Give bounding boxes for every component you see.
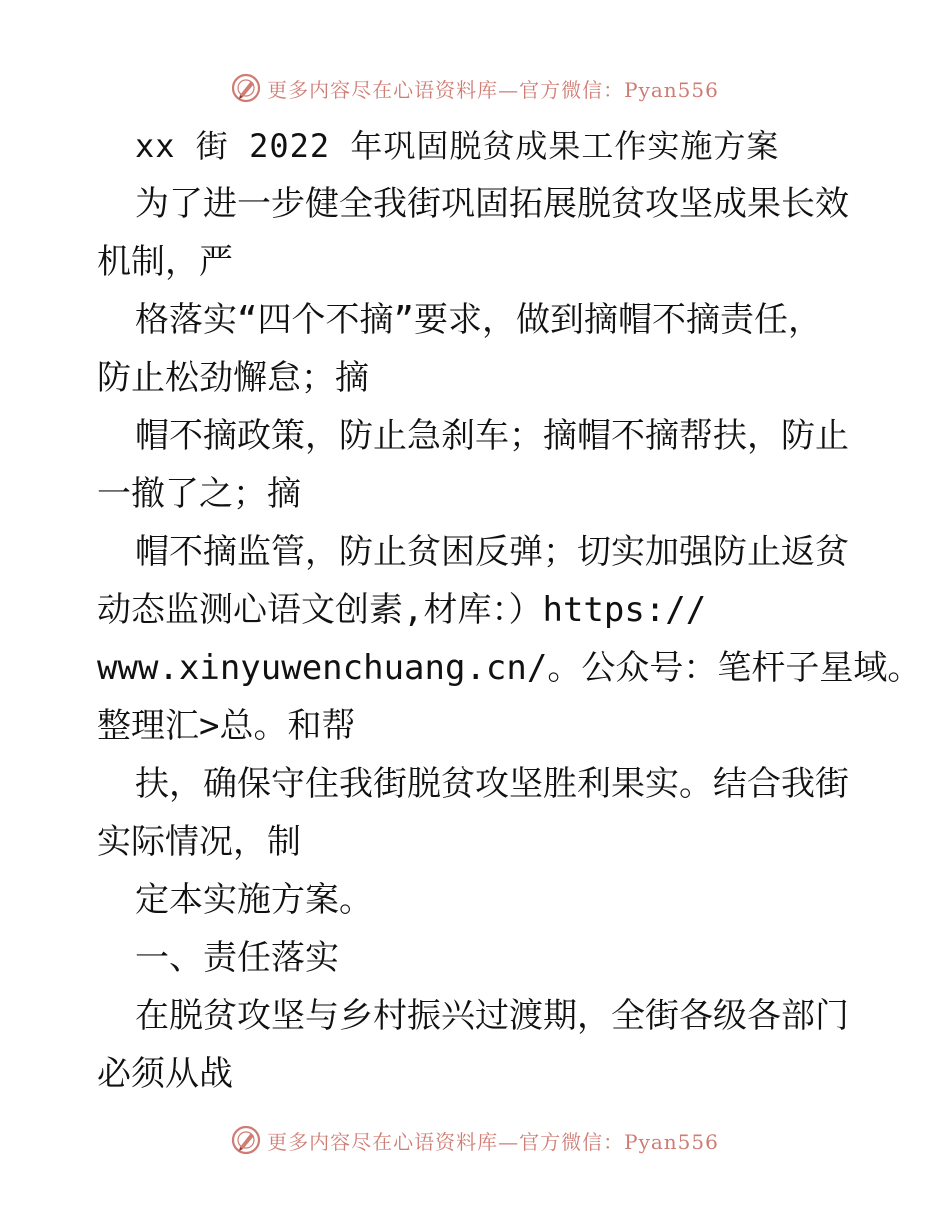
banner-text: 更多内容尽在心语资料库—官方微信：Pyan556 [267,1129,719,1154]
paragraph-line: 防止松劲懈怠；摘 [97,358,369,398]
document-title: xx 街 2022 年巩固脱贫成果工作实施方案 [135,127,780,165]
paragraph-line: 扶，确保守住我街脱贫攻坚胜利果实。结合我街 [135,764,849,804]
paragraph-line: 帽不摘政策，防止急刹车；摘帽不摘帮扶，防止 [135,416,849,456]
paragraph-line: 格落实“四个不摘”要求，做到摘帽不摘责任， [135,300,822,340]
paragraph-line: 帽不摘监管，防止贫困反弹；切实加强防止返贫 [135,532,849,572]
paragraph-line: 必须从战 [97,1054,233,1094]
paragraph-line: 在脱贫攻坚与乡村振兴过渡期，全街各级各部门 [135,996,849,1036]
paragraph-line: 为了进一步健全我街巩固拓展脱贫攻坚成果长效 [135,184,849,224]
paragraph-line: 机制，严 [97,242,233,282]
banner-text: 更多内容尽在心语资料库—官方微信：Pyan556 [267,77,719,102]
paragraph-line: www.xinyuwenchuang.cn/。公众号：笔杆子星域。 [97,648,922,688]
pen-seal-logo-icon [231,73,261,103]
paragraph-line: 实际情况，制 [97,822,301,862]
paragraph-line: 整理汇>总。和帮 [97,706,356,746]
header-watermark-banner [0,68,950,108]
footer-watermark-banner [0,1120,950,1160]
section-heading: 一、责任落实 [135,938,339,978]
paragraph-line: 一撤了之；摘 [97,474,301,514]
paragraph-line: 定本实施方案。 [135,880,373,920]
banner-content [231,73,719,103]
paragraph-line: 动态监测心语文创素,材库：）https:// [97,590,707,630]
pen-seal-logo-icon [231,1125,261,1155]
document-body [97,117,922,1103]
banner-content [231,1125,719,1155]
